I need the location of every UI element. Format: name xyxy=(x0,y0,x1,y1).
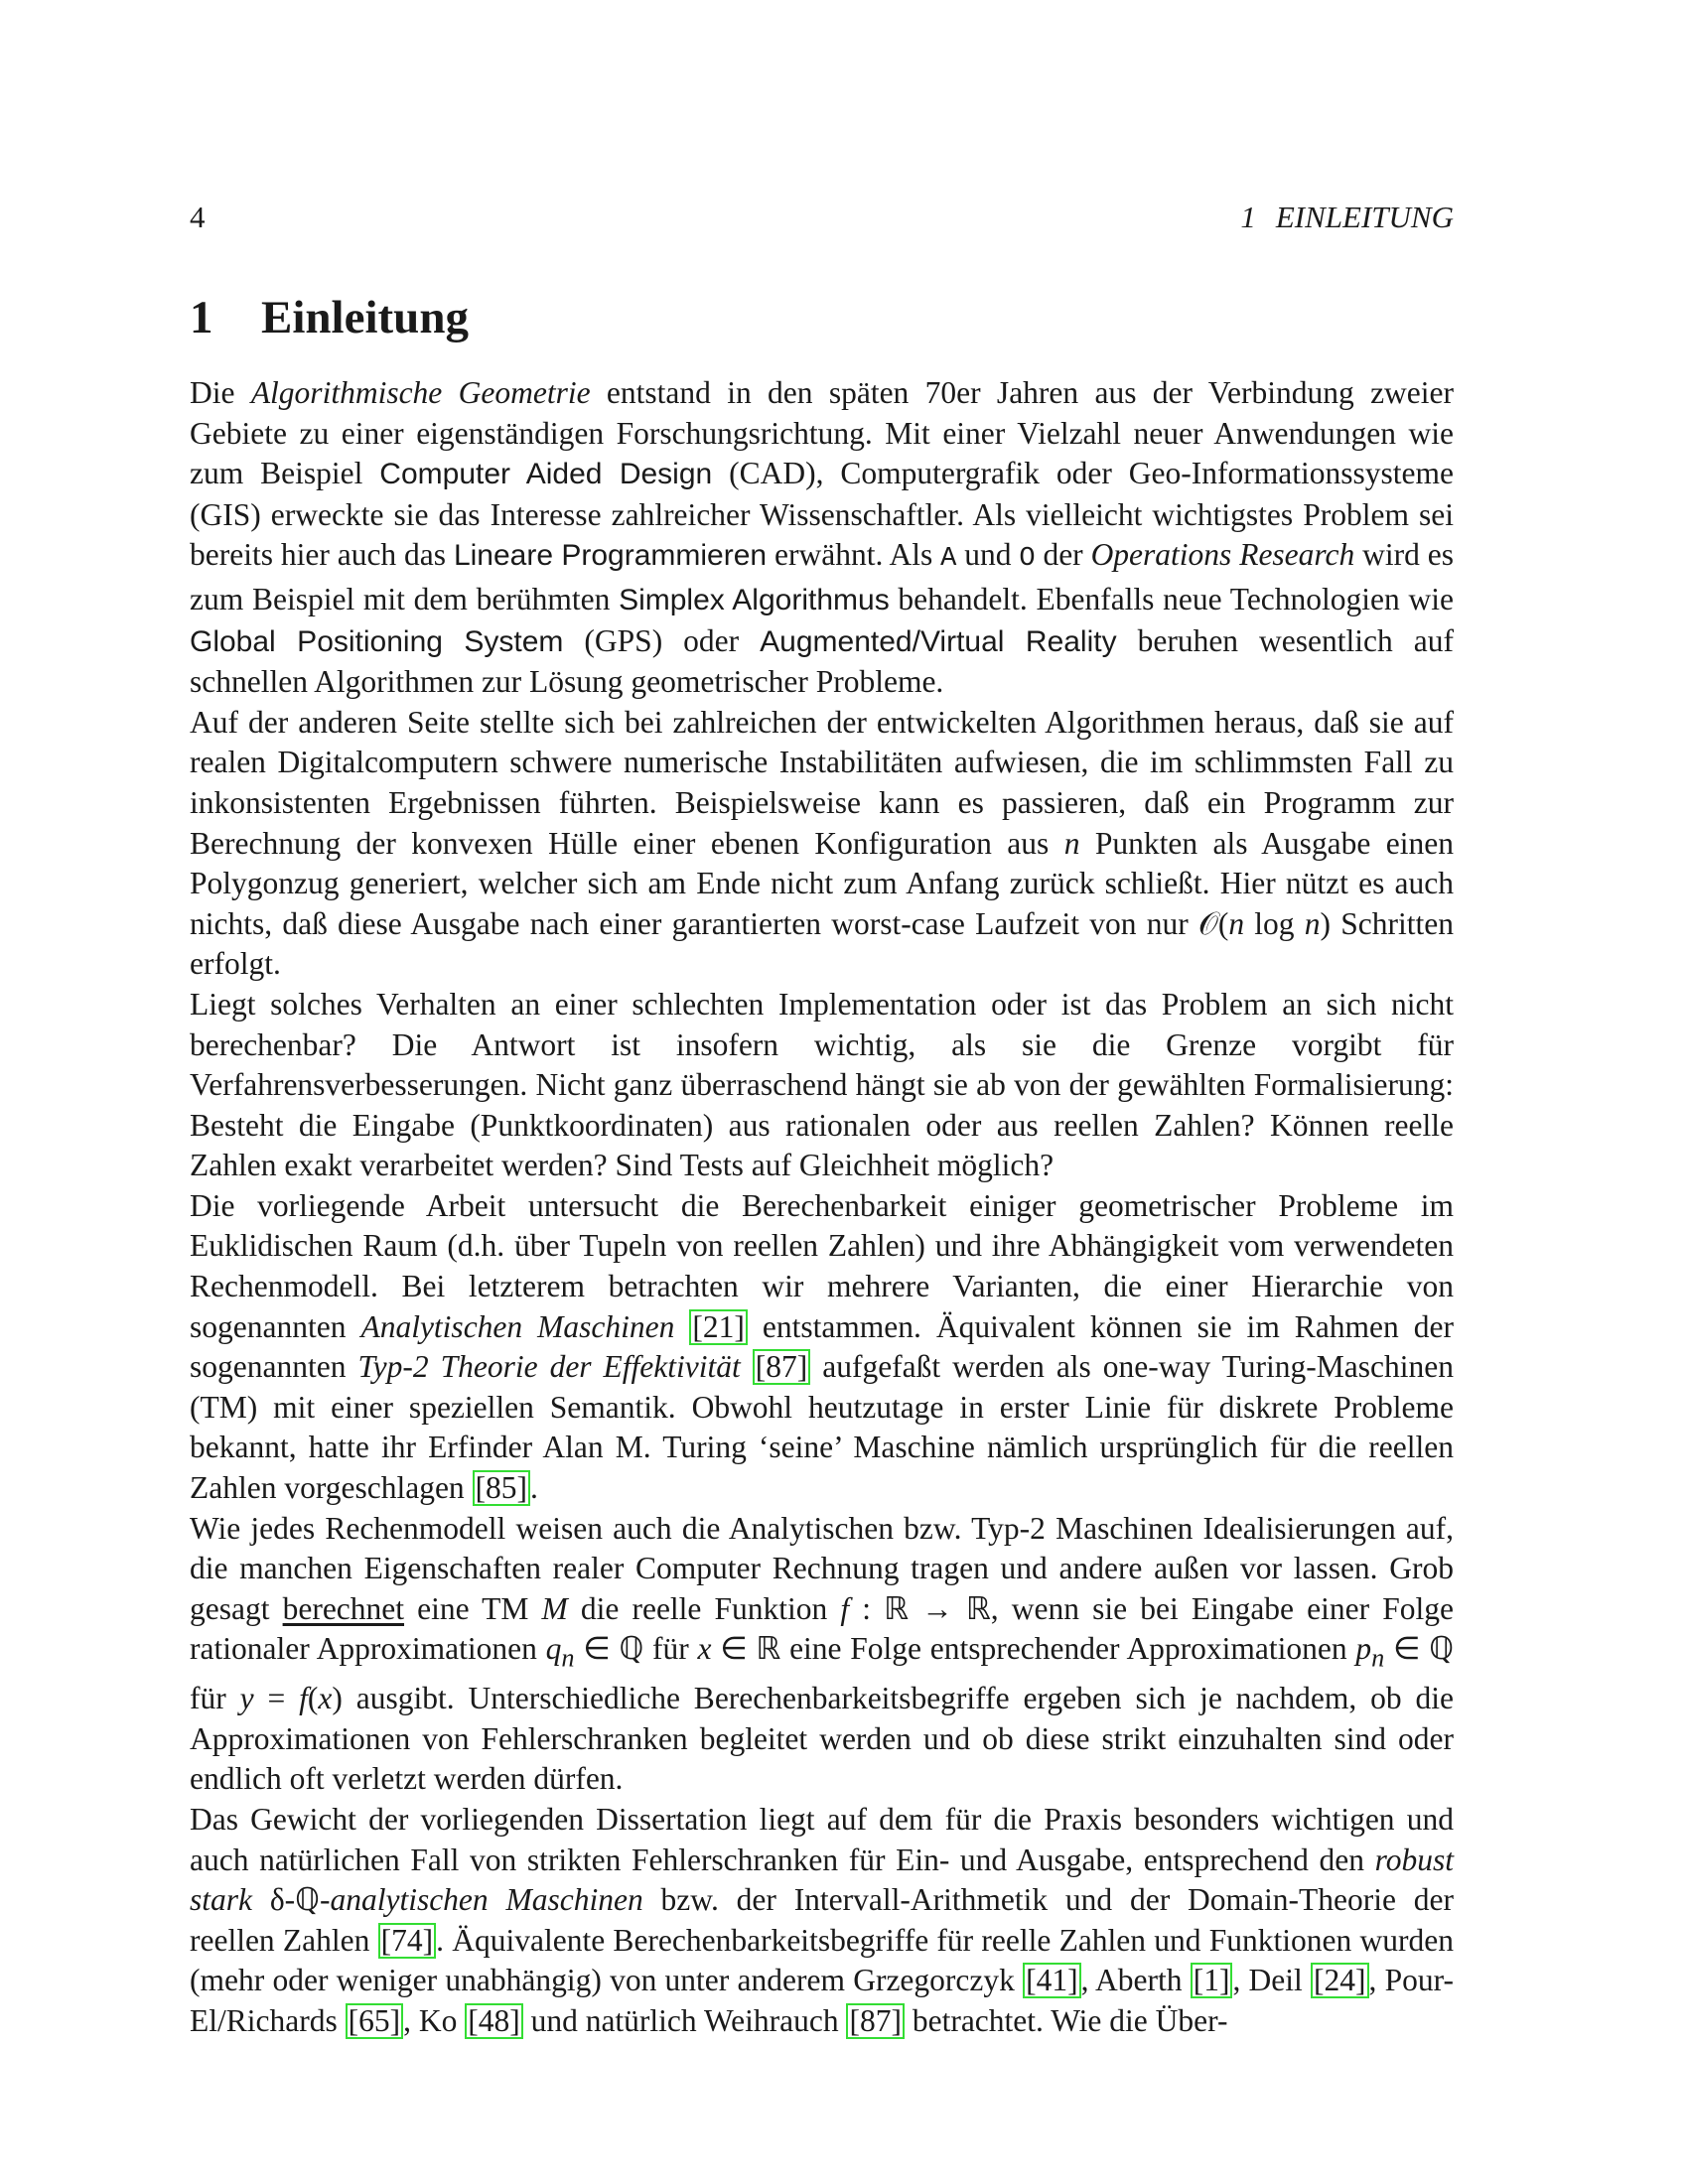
section-heading xyxy=(190,288,469,347)
running-title: EINLEITUNG xyxy=(1275,200,1454,234)
running-head xyxy=(1240,200,1454,235)
citation-link[interactable]: [41] xyxy=(1023,1963,1080,1998)
citation-link[interactable]: [74] xyxy=(378,1923,436,1959)
paragraph: Die Algorithmische Geometrie entstand in den späten 70er Jahren aus der Verbindung zweier Gebiete zu einer eigenständigen Forschungsrichtung. Mit einer Vielzahl neuer Anwendungen wie zum Beispiel Computer Aided Design (CAD), Computergrafik oder Geo-Informationssysteme (GIS) erweckte sie das Interesse zahlreicher Wissenschaftler. Als vielleicht wichtigstes Problem sei bereits hier auch das Lineare Programmieren erwähnt. Als A und O der Operations Research wird es zum Beispiel mit dem berühmten Simplex Algorithmus behandelt. Ebenfalls neue Technologien wie Global Positioning System (GPS) oder Augmented/Virtual Reality beruhen wesentlich auf schnellen Algorithmen zur Lösung geometrischer Probleme. xyxy=(190,375,1454,700)
paragraph: Die vorliegende Arbeit untersucht die Berechenbarkeit einiger geometrischer Probleme im Euklidischen Raum (d.h. über Tupeln von reellen Zahlen) und ihre Abhängigkeit vom verwendeten Rechenmodell. Bei letzterem betrachten wir mehrere Varianten, die einer Hierarchie von sogenannten Analytischen Maschinen [21] entstammen. Äquivalent können sie im Rahmen der sogenannten Typ-2 Theorie der Effektivität [87] aufgefaßt werden als one-way Turing-Maschinen (TM) mit einer speziellen Semantik. Obwohl heutzutage in erster Linie für diskrete Probleme bekannt, hatte ihr Erfinder Alan M. Turing ‘seine’ Maschine nämlich ursprünglich für die reellen Zahlen vorgeschlagen [85]. xyxy=(190,1187,1454,1506)
paragraph: Wie jedes Rechenmodell weisen auch die Analytischen bzw. Typ-2 Maschinen Idealisierungen auf, die manchen Eigenschaften realer Computer Rechnung tragen und andere außen vor lassen. Grob gesagt berechnet eine TM M die reelle Funktion f : ℝ → ℝ, wenn sie bei Eingabe einer Folge rationaler Approximationen $q_n$ ∈ ℚ für x ∈ ℝ eine Folge entsprechender Approximationen $p_n$ ∈ ℚ für y = f(x) ausgibt. Unterschiedliche Berechenbarkeitsbegriffe ergeben sich je nachdem, ob die Approximationen von Fehlerschranken begleitet werden und ob diese strikt einzuhalten sind oder endlich oft verletzt werden dürfen. xyxy=(190,1510,1455,1797)
citation-link[interactable]: [87] xyxy=(753,1349,810,1385)
page-header xyxy=(190,200,1454,239)
citation-link[interactable]: [1] xyxy=(1191,1963,1233,1998)
paragraph: Das Gewicht der vorliegenden Dissertation liegt auf dem für die Praxis besonders wichtigen und auch natürlichen Fall von strikten Fehlerschranken für Ein- und Ausgabe, entsprechend den robust stark δ-ℚ-analytischen Maschinen bzw. der Intervall-Arithmetik und der Domain-Theorie der reellen Zahlen [74]. Äquivalente Berechenbarkeitsbegriffe für reelle Zahlen und Funktionen wurden (mehr oder weniger unabhängig) von unter anderem Grzegorczyk [41], Aberth [1], Deil [24], Pour-El/Richards [65], Ko [48] und natürlich Weihrauch [87] betrachtet. Wie die Über- xyxy=(190,1802,1455,2039)
section-title: Einleitung xyxy=(261,292,469,343)
citation-link[interactable]: [21] xyxy=(689,1309,747,1345)
section-number: 1 xyxy=(190,292,213,343)
page-number: 4 xyxy=(190,200,206,234)
paragraph: Auf der anderen Seite stellte sich bei zahlreichen der entwickelten Algorithmen heraus, daß sie auf realen Digitalcomputern schwere numerische Instabilitäten aufwiesen, die im schlimmsten Fall zu inkonsistenten Ergebnissen führten. Beispielsweise kann es passieren, daß ein Programm zur Berechnung der konvexen Hülle einer ebenen Konfiguration aus n Punkten als Ausgabe einen Polygonzug generiert, welcher sich am Ende nicht zum Anfang zurück schließt. Hier nützt es auch nichts, daß diese Ausgabe nach einer garantierten worst-case Laufzeit von nur 𝒪(n log n) Schritten erfolgt. xyxy=(190,704,1454,982)
citation-link[interactable]: [85] xyxy=(473,1470,530,1506)
citation-link[interactable]: [48] xyxy=(465,2003,522,2039)
citation-link[interactable]: [24] xyxy=(1311,1963,1368,1998)
citation-link[interactable]: [65] xyxy=(346,2003,403,2039)
body-text xyxy=(190,373,1454,2042)
running-section-number: 1 xyxy=(1240,200,1256,234)
citation-link[interactable]: [87] xyxy=(846,2003,904,2039)
paragraph: Liegt solches Verhalten an einer schlechten Implementation oder ist das Problem an sich nicht berechenbar? Die Antwort ist insofern wichtig, als sie die Grenze vorgibt für Verfahrensverbesserungen. Nicht ganz überraschend hängt sie ab von der gewählten Formalisierung: Besteht die Eingabe (Punktkoordinaten) aus rationalen oder aus reellen Zahlen? Können reelle Zahlen exakt verarbeitet werden? Sind Tests auf Gleichheit möglich? xyxy=(190,986,1454,1183)
